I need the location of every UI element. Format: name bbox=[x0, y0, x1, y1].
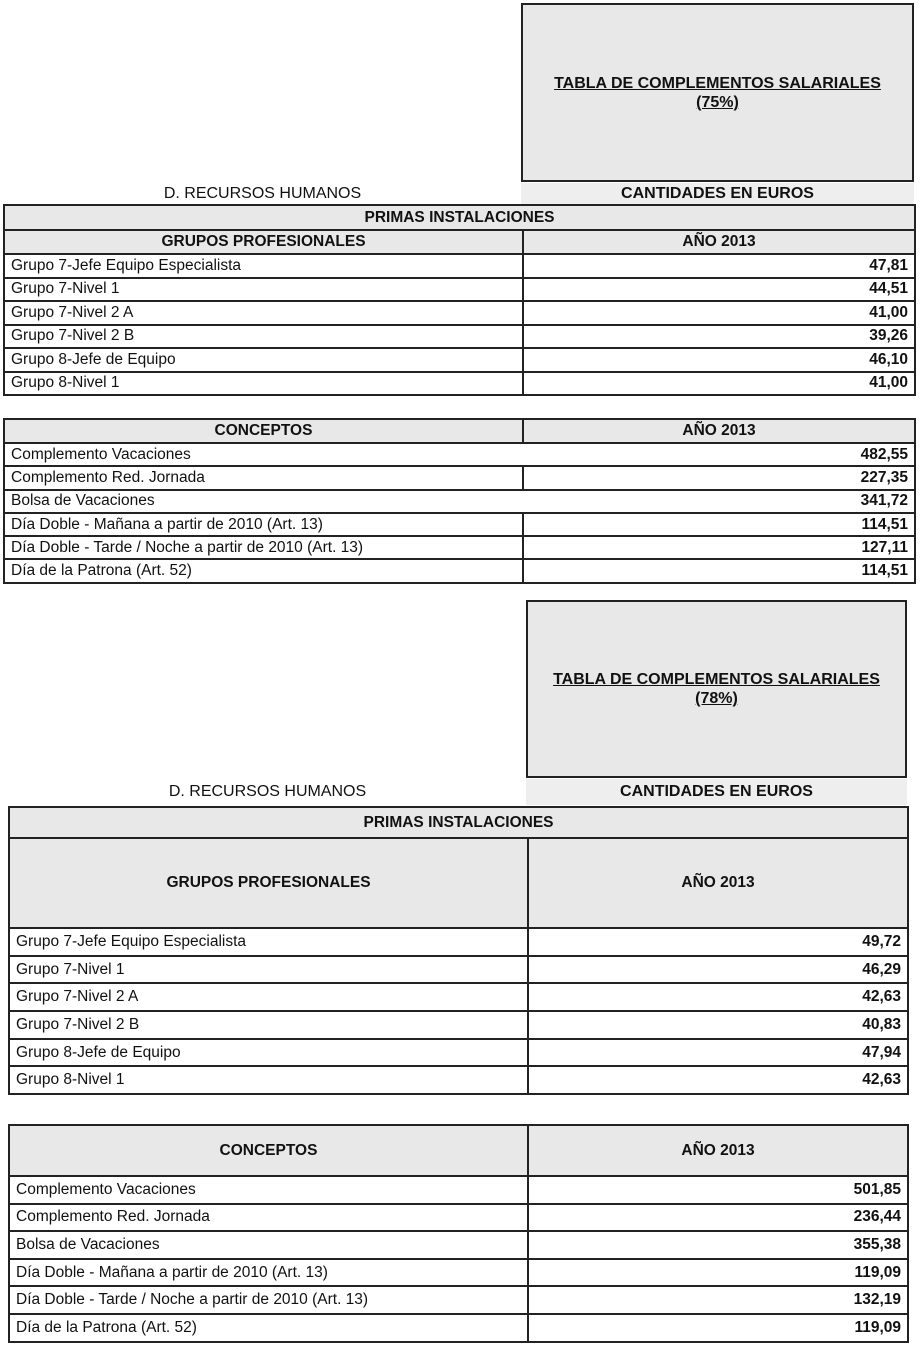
table-title: TABLA DE COMPLEMENTOS SALARIALES bbox=[553, 671, 880, 688]
table-row bbox=[9, 1314, 908, 1342]
table-row bbox=[4, 278, 915, 302]
conceptos-table-78 bbox=[8, 1124, 909, 1343]
department-label: D. RECURSOS HUMANOS bbox=[168, 783, 367, 800]
row-label: Grupo 7-Nivel 1 bbox=[9, 956, 528, 984]
row-value: 114,51 bbox=[523, 513, 915, 536]
row-label: Grupo 8-Jefe de Equipo bbox=[9, 1039, 528, 1067]
row-label: Complemento Vacaciones bbox=[4, 443, 523, 466]
row-label: Grupo 7-Nivel 2 A bbox=[9, 983, 528, 1011]
row-label: Bolsa de Vacaciones bbox=[4, 490, 523, 513]
primas-table-75 bbox=[3, 204, 916, 396]
table-title: TABLA DE COMPLEMENTOS SALARIALES bbox=[554, 74, 881, 92]
table-row bbox=[9, 1286, 908, 1314]
table-percent: (75%) bbox=[696, 93, 739, 111]
currency-note: CANTIDADES EN EUROS bbox=[526, 779, 907, 805]
table-row bbox=[4, 301, 915, 325]
table-row bbox=[4, 443, 915, 466]
row-label: Día Doble - Mañana a partir de 2010 (Art. 13) bbox=[9, 1259, 528, 1287]
row-value: 501,85 bbox=[528, 1176, 908, 1204]
row-value: 119,09 bbox=[528, 1314, 908, 1342]
table-row bbox=[4, 254, 915, 278]
row-label: Día de la Patrona (Art. 52) bbox=[9, 1314, 528, 1342]
conceptos-table-75 bbox=[3, 418, 916, 584]
table-row bbox=[9, 956, 908, 984]
row-label: Complemento Vacaciones bbox=[9, 1176, 528, 1204]
row-value: 42,63 bbox=[528, 983, 908, 1011]
title-box-78 bbox=[526, 600, 907, 778]
row-label: Grupo 7-Jefe Equipo Especialista bbox=[4, 254, 523, 278]
row-label: Día Doble - Tarde / Noche a partir de 2010 (Art. 13) bbox=[4, 536, 523, 559]
row-value: 49,72 bbox=[528, 928, 908, 956]
col-grupos-profesionales: GRUPOS PROFESIONALES bbox=[4, 230, 523, 254]
table-row bbox=[9, 1066, 908, 1094]
row-label: Grupo 8-Nivel 1 bbox=[9, 1066, 528, 1094]
col-ano-2013: AÑO 2013 bbox=[528, 838, 908, 928]
department-label: D. RECURSOS HUMANOS bbox=[163, 185, 362, 202]
table-row bbox=[4, 536, 915, 559]
row-value: 127,11 bbox=[523, 536, 915, 559]
row-label: Día Doble - Mañana a partir de 2010 (Art. 13) bbox=[4, 513, 523, 536]
row-label: Grupo 7-Nivel 2 B bbox=[4, 325, 523, 349]
currency-note: CANTIDADES EN EUROS bbox=[521, 183, 914, 204]
table-row bbox=[9, 983, 908, 1011]
row-value: 236,44 bbox=[528, 1204, 908, 1232]
table-row bbox=[4, 348, 915, 372]
row-label: Complemento Red. Jornada bbox=[4, 466, 523, 489]
row-label: Día de la Patrona (Art. 52) bbox=[4, 559, 523, 582]
row-value: 41,00 bbox=[523, 301, 915, 325]
row-label: Día Doble - Tarde / Noche a partir de 2010 (Art. 13) bbox=[9, 1286, 528, 1314]
primas-heading: PRIMAS INSTALACIONES bbox=[9, 807, 908, 838]
row-value: 341,72 bbox=[523, 490, 915, 513]
col-ano-2013: AÑO 2013 bbox=[523, 419, 915, 443]
row-value: 114,51 bbox=[523, 559, 915, 582]
table-row bbox=[9, 1011, 908, 1039]
col-conceptos: CONCEPTOS bbox=[9, 1125, 528, 1176]
row-value: 47,94 bbox=[528, 1039, 908, 1067]
row-value: 227,35 bbox=[523, 466, 915, 489]
table-row bbox=[4, 325, 915, 349]
table-row bbox=[9, 928, 908, 956]
col-ano-2013: AÑO 2013 bbox=[523, 230, 915, 254]
table-row bbox=[9, 1231, 908, 1259]
table-row bbox=[4, 513, 915, 536]
row-label: Grupo 7-Nivel 2 B bbox=[9, 1011, 528, 1039]
row-value: 41,00 bbox=[523, 372, 915, 396]
row-value: 44,51 bbox=[523, 278, 915, 302]
row-label: Grupo 7-Nivel 1 bbox=[4, 278, 523, 302]
table-row bbox=[9, 1039, 908, 1067]
row-value: 39,26 bbox=[523, 325, 915, 349]
table-percent: (78%) bbox=[695, 690, 738, 707]
table-row bbox=[9, 1204, 908, 1232]
row-label: Grupo 8-Nivel 1 bbox=[4, 372, 523, 396]
row-label: Complemento Red. Jornada bbox=[9, 1204, 528, 1232]
row-value: 132,19 bbox=[528, 1286, 908, 1314]
table-row bbox=[4, 372, 915, 396]
table-row bbox=[9, 1176, 908, 1204]
title-box-75 bbox=[521, 3, 914, 182]
primas-heading: PRIMAS INSTALACIONES bbox=[4, 205, 915, 230]
row-label: Grupo 7-Nivel 2 A bbox=[4, 301, 523, 325]
row-value: 46,10 bbox=[523, 348, 915, 372]
col-ano-2013: AÑO 2013 bbox=[528, 1125, 908, 1176]
row-label: Grupo 8-Jefe de Equipo bbox=[4, 348, 523, 372]
table-row bbox=[4, 466, 915, 489]
row-value: 47,81 bbox=[523, 254, 915, 278]
row-value: 482,55 bbox=[523, 443, 915, 466]
primas-table-78 bbox=[8, 806, 909, 1095]
table-row bbox=[9, 1259, 908, 1287]
row-label: Grupo 7-Jefe Equipo Especialista bbox=[9, 928, 528, 956]
row-value: 42,63 bbox=[528, 1066, 908, 1094]
row-value: 119,09 bbox=[528, 1259, 908, 1287]
col-grupos-profesionales: GRUPOS PROFESIONALES bbox=[9, 838, 528, 928]
row-value: 40,83 bbox=[528, 1011, 908, 1039]
row-value: 46,29 bbox=[528, 956, 908, 984]
row-label: Bolsa de Vacaciones bbox=[9, 1231, 528, 1259]
table-row bbox=[4, 490, 915, 513]
col-conceptos: CONCEPTOS bbox=[4, 419, 523, 443]
row-value: 355,38 bbox=[528, 1231, 908, 1259]
table-row bbox=[4, 559, 915, 582]
